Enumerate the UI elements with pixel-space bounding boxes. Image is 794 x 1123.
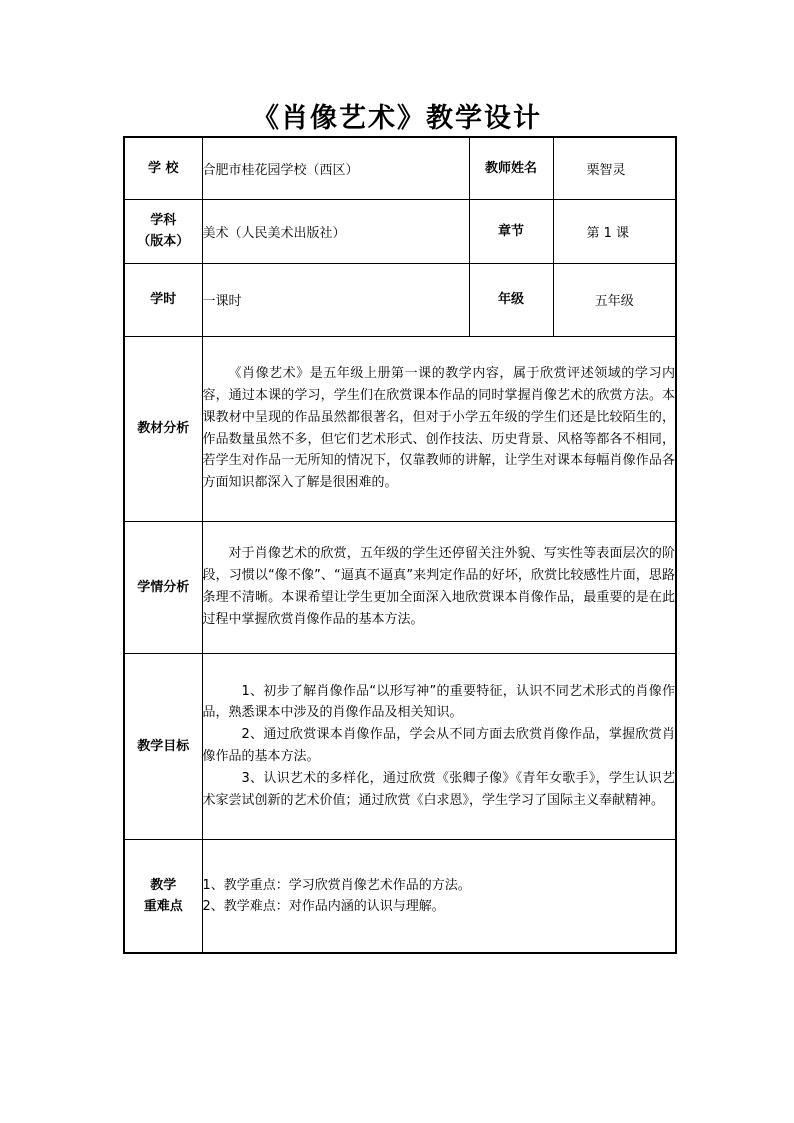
school-value: 合肥市桂花园学校（西区） (202, 137, 469, 199)
goal-item-3: 3、认识艺术的多样化，通过欣赏《张卿子像》《青年女歌手》，学生认识艺术家尝试创新的艺术价值；通过欣赏《白求恩》，学生学习了国际主义奉献精神。 (202, 770, 675, 808)
hours-label: 学时 (124, 263, 202, 336)
teacher-value: 栗智灵 (553, 137, 676, 199)
teaching-goals-content (202, 653, 676, 839)
key-points-label-line1: 教学 (150, 877, 177, 893)
goal-item-1: 1、初步了解肖像作品“以形写神”的重要特征，认识不同艺术形式的肖像作品，熟悉课本中涉及的肖像作品及相关知识。 (202, 683, 675, 721)
student-analysis-text: 对于肖像艺术的欣赏，五年级的学生还停留关注外貌、写实性等表面层次的阶段，习惯以“像不像”、“逼真不逼真”来判定作品的好坏，欣赏比较感性片面，思路条理不清晰。本课希望让学生更加全面深入地欣赏课本肖像作品，最重要的是在此过程中掌握欣赏肖像作品的基本方法。 (202, 546, 675, 627)
key-points-label (124, 839, 202, 953)
teaching-goals-label: 教学目标 (124, 653, 202, 839)
key-point-item-2: 2、教学难点：对作品内涵的认识与理解。 (202, 898, 445, 914)
teacher-label: 教师姓名 (469, 137, 553, 199)
goal-item-2: 2、通过欣赏课本肖像作品，学会从不同方面去欣赏肖像作品，掌握欣赏肖像作品的基本方法。 (202, 727, 675, 764)
material-analysis-content (202, 336, 676, 521)
grade-value: 五年级 (553, 263, 676, 336)
school-label: 学 校 (124, 137, 202, 199)
student-analysis-label: 学情分析 (124, 521, 202, 653)
student-analysis-content (202, 521, 676, 653)
key-point-item-1: 1、教学重点：学习欣赏肖像艺术作品的方法。 (202, 877, 471, 893)
row-material-analysis (124, 336, 676, 521)
key-points-label-line2: 重难点 (143, 898, 183, 914)
row-subject (124, 199, 676, 263)
material-analysis-text: 《肖像艺术》是五年级上册第一课的教学内容，属于欣赏评述领域的学习内容，通过本课的学习，学生们在欣赏课本作品的同时掌握肖像艺术的欣赏方法。本课教材中呈现的作品虽然都很著名，但对于小学五年级的学生们还是比较陌生的，作品数量虽然不多，但它们艺术形式、创作技法、历史背景、风格等都各不相同，若学生对作品一无所知的情况下，仅靠教师的讲解，让学生对课本每幅肖像作品各方面知识都深入了解是很困难的。 (202, 366, 675, 491)
subject-value: 美术（人民美术出版社） (202, 199, 469, 263)
page-title: 《肖像艺术》教学设计 (252, 103, 542, 134)
row-student-analysis (124, 521, 676, 653)
chapter-value: 第 1 课 (553, 199, 676, 263)
subject-label-line2: （版本） (137, 234, 190, 249)
row-hours (124, 263, 676, 336)
grade-label: 年级 (469, 263, 553, 336)
key-points-content (202, 839, 676, 953)
row-school (124, 137, 676, 199)
row-teaching-goals (124, 653, 676, 839)
hours-value: 一课时 (202, 263, 469, 336)
subject-label-line1: 学科 (150, 213, 177, 228)
row-key-points (124, 839, 676, 953)
chapter-label: 章节 (469, 199, 553, 263)
material-analysis-label: 教材分析 (124, 336, 202, 521)
lesson-plan-table (123, 136, 677, 954)
subject-label (124, 199, 202, 263)
